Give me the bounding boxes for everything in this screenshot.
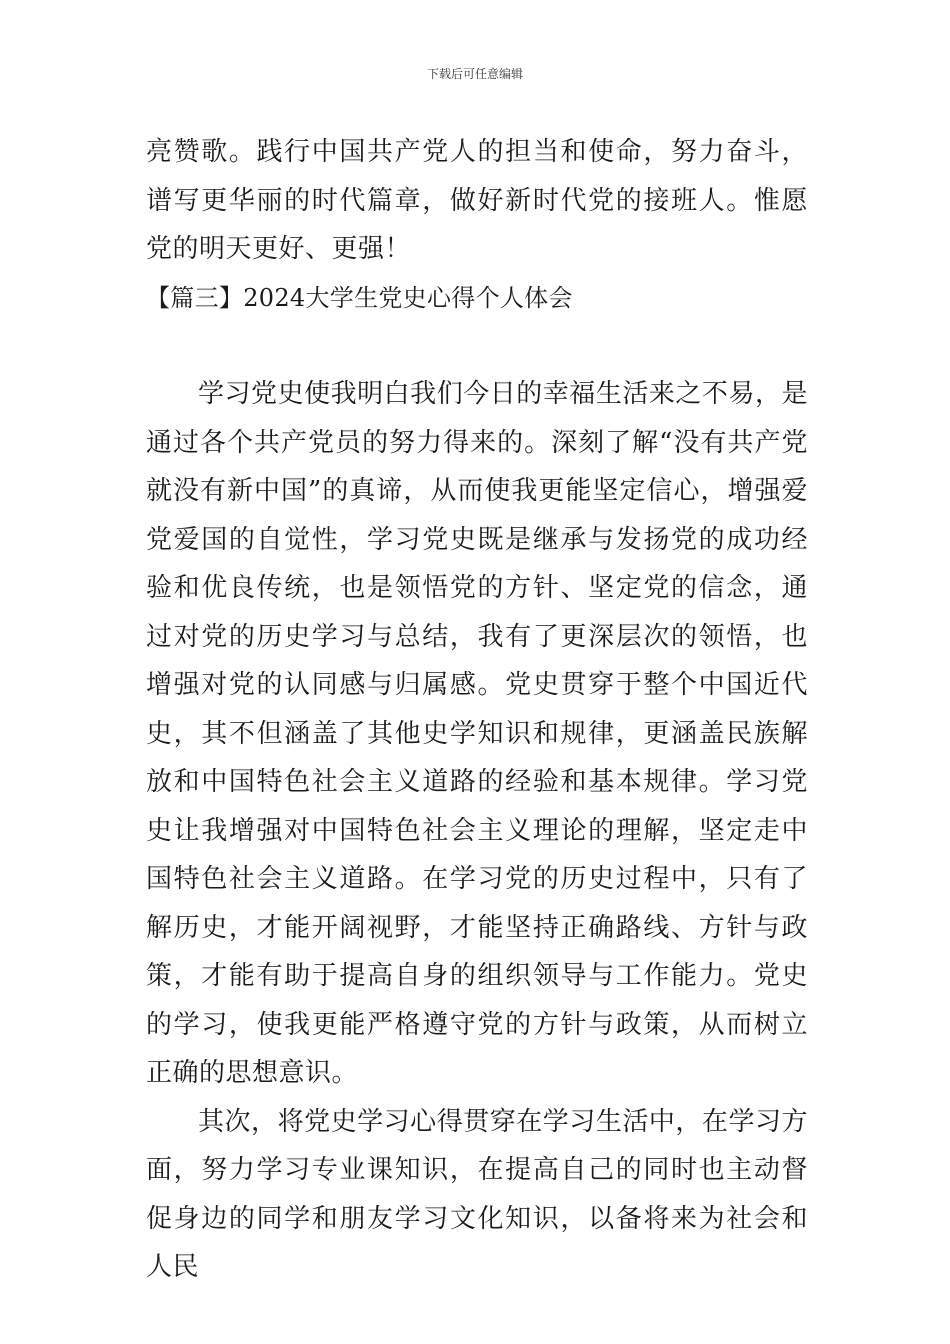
section-heading: 【篇三】2024大学生党史心得个人体会 (146, 283, 573, 312)
document-body (146, 128, 808, 1292)
body-paragraph-2: 其次，将党史学习心得贯穿在学习生活中，在学习方面，努力学习专业课知识，在提高自己的同时也主动督促身边的同学和朋友学习文化知识，以备将来为社会和人民 (146, 1106, 808, 1282)
page-header-note: 下载后可任意编辑 (426, 67, 523, 81)
carryover-paragraph: 亮赞歌。践行中国共产党人的担当和使命，努力奋斗，谱写更华丽的时代篇章，做好新时代党的接班人。惟愿党的明天更好、更强！ (146, 137, 808, 264)
blank-line (146, 322, 808, 370)
body-paragraph-1: 学习党史使我明白我们今日的幸福生活来之不易，是通过各个共产党员的努力得来的。深刻了解“没有共产党就没有新中国”的真谛，从而使我更能坚定信心，增强爱党爱国的自觉性，学习党史既是继承与发扬党的成功经验和优良传统，也是领悟党的方针、坚定党的信念，通过对党的历史学习与总结，我有了更深层次的领悟，也增强对党的认同感与归属感。党史贯穿于整个中国近代史，其不但涵盖了其他史学知识和规律，更涵盖民族解放和中国特色社会主义道路的经验和基本规律。学习党史让我增强对中国特色社会主义理论的理解，坚定走中国特色社会主义道路。在学习党的历史过程中，只有了解历史，才能开阔视野，才能坚持正确路线、方针与政策，才能有助于提高自身的组织领导与工作能力。党史的学习，使我更能严格遵守党的方针与政策，从而树立正确的思想意识。 (146, 379, 808, 1088)
